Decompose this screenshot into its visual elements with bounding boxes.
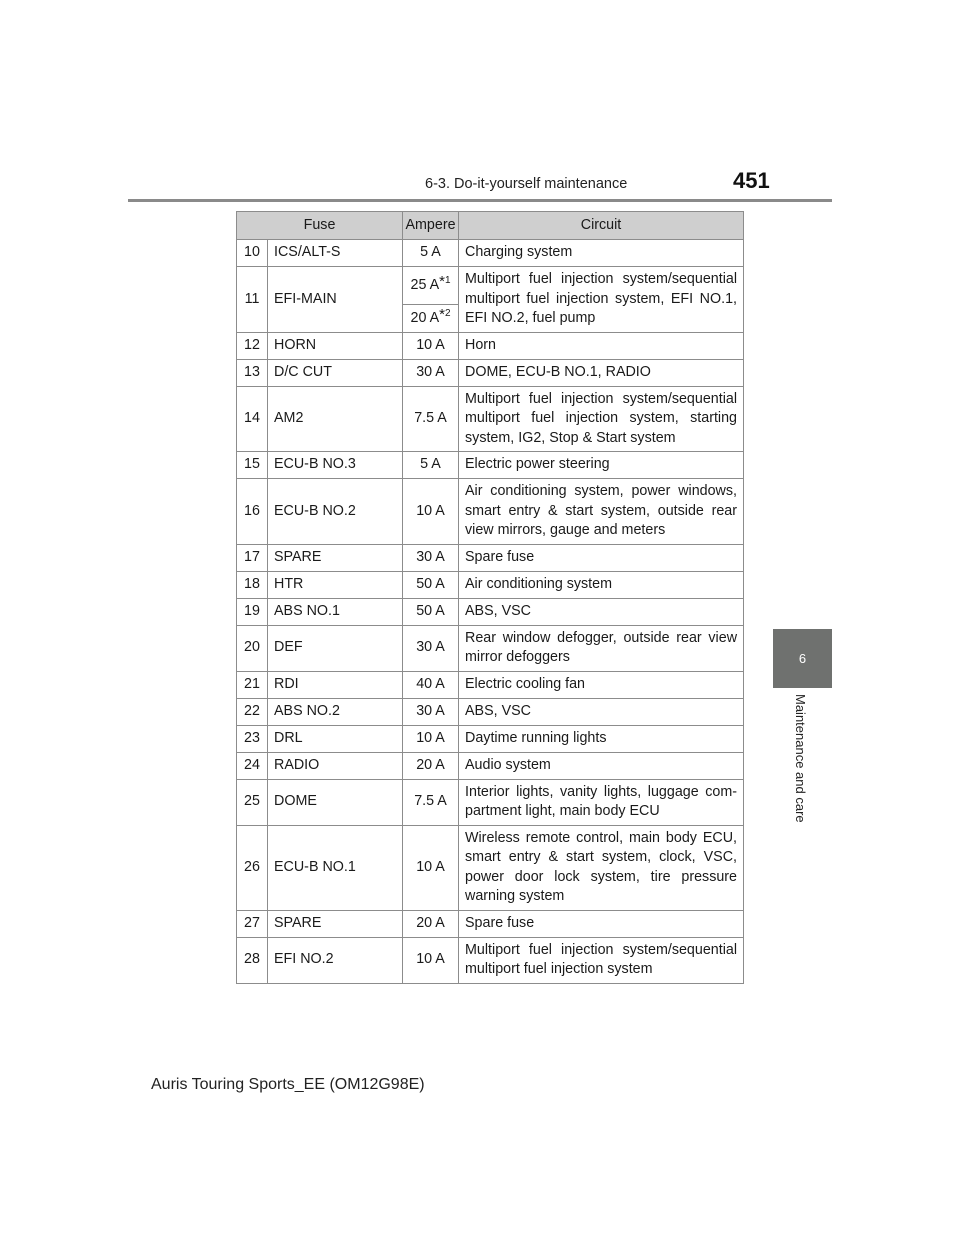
footnote-marker (439, 305, 451, 323)
fuse-number: 17 (237, 544, 268, 571)
table-row (237, 359, 744, 386)
ampere-value: 20 A (410, 309, 440, 326)
fuse-number: 28 (237, 937, 268, 983)
fuse-circuit: Electric power steering (459, 452, 744, 479)
fuse-ampere: 10 A (403, 479, 459, 545)
fuse-name: ECU-B NO.2 (268, 479, 403, 545)
fuse-ampere (403, 305, 459, 332)
table-row (237, 479, 744, 545)
fuse-name: SPARE (268, 544, 403, 571)
section-title: 6-3. Do-it-yourself maintenance (425, 176, 628, 192)
header-fuse: Fuse (237, 212, 403, 240)
fuse-table (236, 211, 744, 984)
fuse-circuit: ABS, VSC (459, 698, 744, 725)
fuse-number: 10 (237, 240, 268, 267)
chapter-tab (773, 629, 832, 688)
fuse-ampere: 5 A (403, 240, 459, 267)
footnote-number: 2 (444, 307, 451, 319)
fuse-ampere: 10 A (403, 332, 459, 359)
fuse-circuit: Audio system (459, 752, 744, 779)
fuse-number: 25 (237, 779, 268, 825)
fuse-name: HTR (268, 571, 403, 598)
footnote-number: 1 (444, 275, 451, 287)
fuse-circuit: Horn (459, 332, 744, 359)
table-header-row (237, 212, 744, 240)
fuse-circuit: DOME, ECU-B NO.1, RADIO (459, 359, 744, 386)
fuse-circuit: Multiport fuel injection system/sequential multiport fuel injection system (459, 937, 744, 983)
footer-manual-id: Auris Touring Sports_EE (OM12G98E) (151, 1076, 425, 1093)
fuse-number: 20 (237, 625, 268, 671)
table-row (237, 779, 744, 825)
table-row (237, 544, 744, 571)
fuse-circuit: Rear window defogger, outside rear view mirror defoggers (459, 625, 744, 671)
fuse-number: 12 (237, 332, 268, 359)
chapter-label: Maintenance and care (793, 694, 808, 823)
fuse-circuit: Multiport fuel injection system/sequential multiport fuel injection system, starting system, IG2, Stop & Start system (459, 386, 744, 452)
fuse-name: EFI NO.2 (268, 937, 403, 983)
header-rule (128, 199, 832, 202)
fuse-ampere: 30 A (403, 359, 459, 386)
fuse-ampere: 30 A (403, 625, 459, 671)
fuse-number: 14 (237, 386, 268, 452)
fuse-name: D/C CUT (268, 359, 403, 386)
fuse-ampere: 40 A (403, 671, 459, 698)
fuse-circuit: Multiport fuel injection system/sequential multiport fuel injection system, EFI NO.1, EFI NO.2, fuel pump (459, 267, 744, 333)
fuse-name: ECU-B NO.1 (268, 825, 403, 910)
asterisk-icon: * (439, 273, 445, 291)
fuse-ampere: 20 A (403, 910, 459, 937)
fuse-ampere: 7.5 A (403, 779, 459, 825)
fuse-name: DOME (268, 779, 403, 825)
fuse-number: 26 (237, 825, 268, 910)
fuse-ampere: 5 A (403, 452, 459, 479)
fuse-ampere: 50 A (403, 598, 459, 625)
table-row (237, 386, 744, 452)
fuse-number: 18 (237, 571, 268, 598)
fuse-number: 27 (237, 910, 268, 937)
fuse-circuit: ABS, VSC (459, 598, 744, 625)
fuse-name: RDI (268, 671, 403, 698)
fuse-name: DRL (268, 725, 403, 752)
header-circuit: Circuit (459, 212, 744, 240)
fuse-name: ICS/ALT-S (268, 240, 403, 267)
table-row (237, 825, 744, 910)
header-ampere: Ampere (403, 212, 459, 240)
fuse-circuit: Electric cooling fan (459, 671, 744, 698)
fuse-name: EFI-MAIN (268, 267, 403, 333)
fuse-ampere: 30 A (403, 698, 459, 725)
table-row (237, 671, 744, 698)
table-row (237, 598, 744, 625)
table-row (237, 752, 744, 779)
asterisk-icon: * (439, 305, 445, 323)
fuse-name: ECU-B NO.3 (268, 452, 403, 479)
footnote-marker (439, 273, 451, 291)
table-row (237, 937, 744, 983)
fuse-ampere: 30 A (403, 544, 459, 571)
table-row (237, 625, 744, 671)
fuse-ampere: 10 A (403, 937, 459, 983)
fuse-ampere: 20 A (403, 752, 459, 779)
fuse-circuit: Wireless remote control, main body ECU, smart entry & start system, clock, VSC, power door lock system, tire pressure warning system (459, 825, 744, 910)
ampere-value: 25 A (410, 276, 440, 293)
table-row (237, 452, 744, 479)
fuse-circuit: Interior lights, vanity lights, luggage com-partment light, main body ECU (459, 779, 744, 825)
fuse-name: SPARE (268, 910, 403, 937)
fuse-ampere: 10 A (403, 725, 459, 752)
fuse-circuit: Air conditioning system, power windows, smart entry & start system, outside rear view mirrors, gauge and meters (459, 479, 744, 545)
fuse-number: 23 (237, 725, 268, 752)
fuse-circuit: Spare fuse (459, 544, 744, 571)
fuse-name: ABS NO.1 (268, 598, 403, 625)
fuse-name: AM2 (268, 386, 403, 452)
fuse-ampere: 50 A (403, 571, 459, 598)
fuse-number: 15 (237, 452, 268, 479)
fuse-circuit: Spare fuse (459, 910, 744, 937)
chapter-number: 6 (798, 651, 807, 666)
fuse-number: 11 (237, 267, 268, 333)
table-row (237, 725, 744, 752)
fuse-number: 21 (237, 671, 268, 698)
fuse-number: 13 (237, 359, 268, 386)
table-row (237, 332, 744, 359)
fuse-number: 19 (237, 598, 268, 625)
table-row (237, 571, 744, 598)
fuse-circuit: Daytime running lights (459, 725, 744, 752)
fuse-circuit: Charging system (459, 240, 744, 267)
fuse-number: 16 (237, 479, 268, 545)
fuse-ampere (403, 267, 459, 305)
table-row (237, 240, 744, 267)
fuse-name: HORN (268, 332, 403, 359)
table-row (237, 910, 744, 937)
page-number: 451 (733, 168, 770, 193)
fuse-ampere: 10 A (403, 825, 459, 910)
fuse-name: RADIO (268, 752, 403, 779)
table-row (237, 698, 744, 725)
fuse-ampere: 7.5 A (403, 386, 459, 452)
fuse-number: 24 (237, 752, 268, 779)
fuse-circuit: Air conditioning system (459, 571, 744, 598)
fuse-name: DEF (268, 625, 403, 671)
fuse-name: ABS NO.2 (268, 698, 403, 725)
table-body (237, 240, 744, 984)
fuse-number: 22 (237, 698, 268, 725)
table-row (237, 267, 744, 305)
